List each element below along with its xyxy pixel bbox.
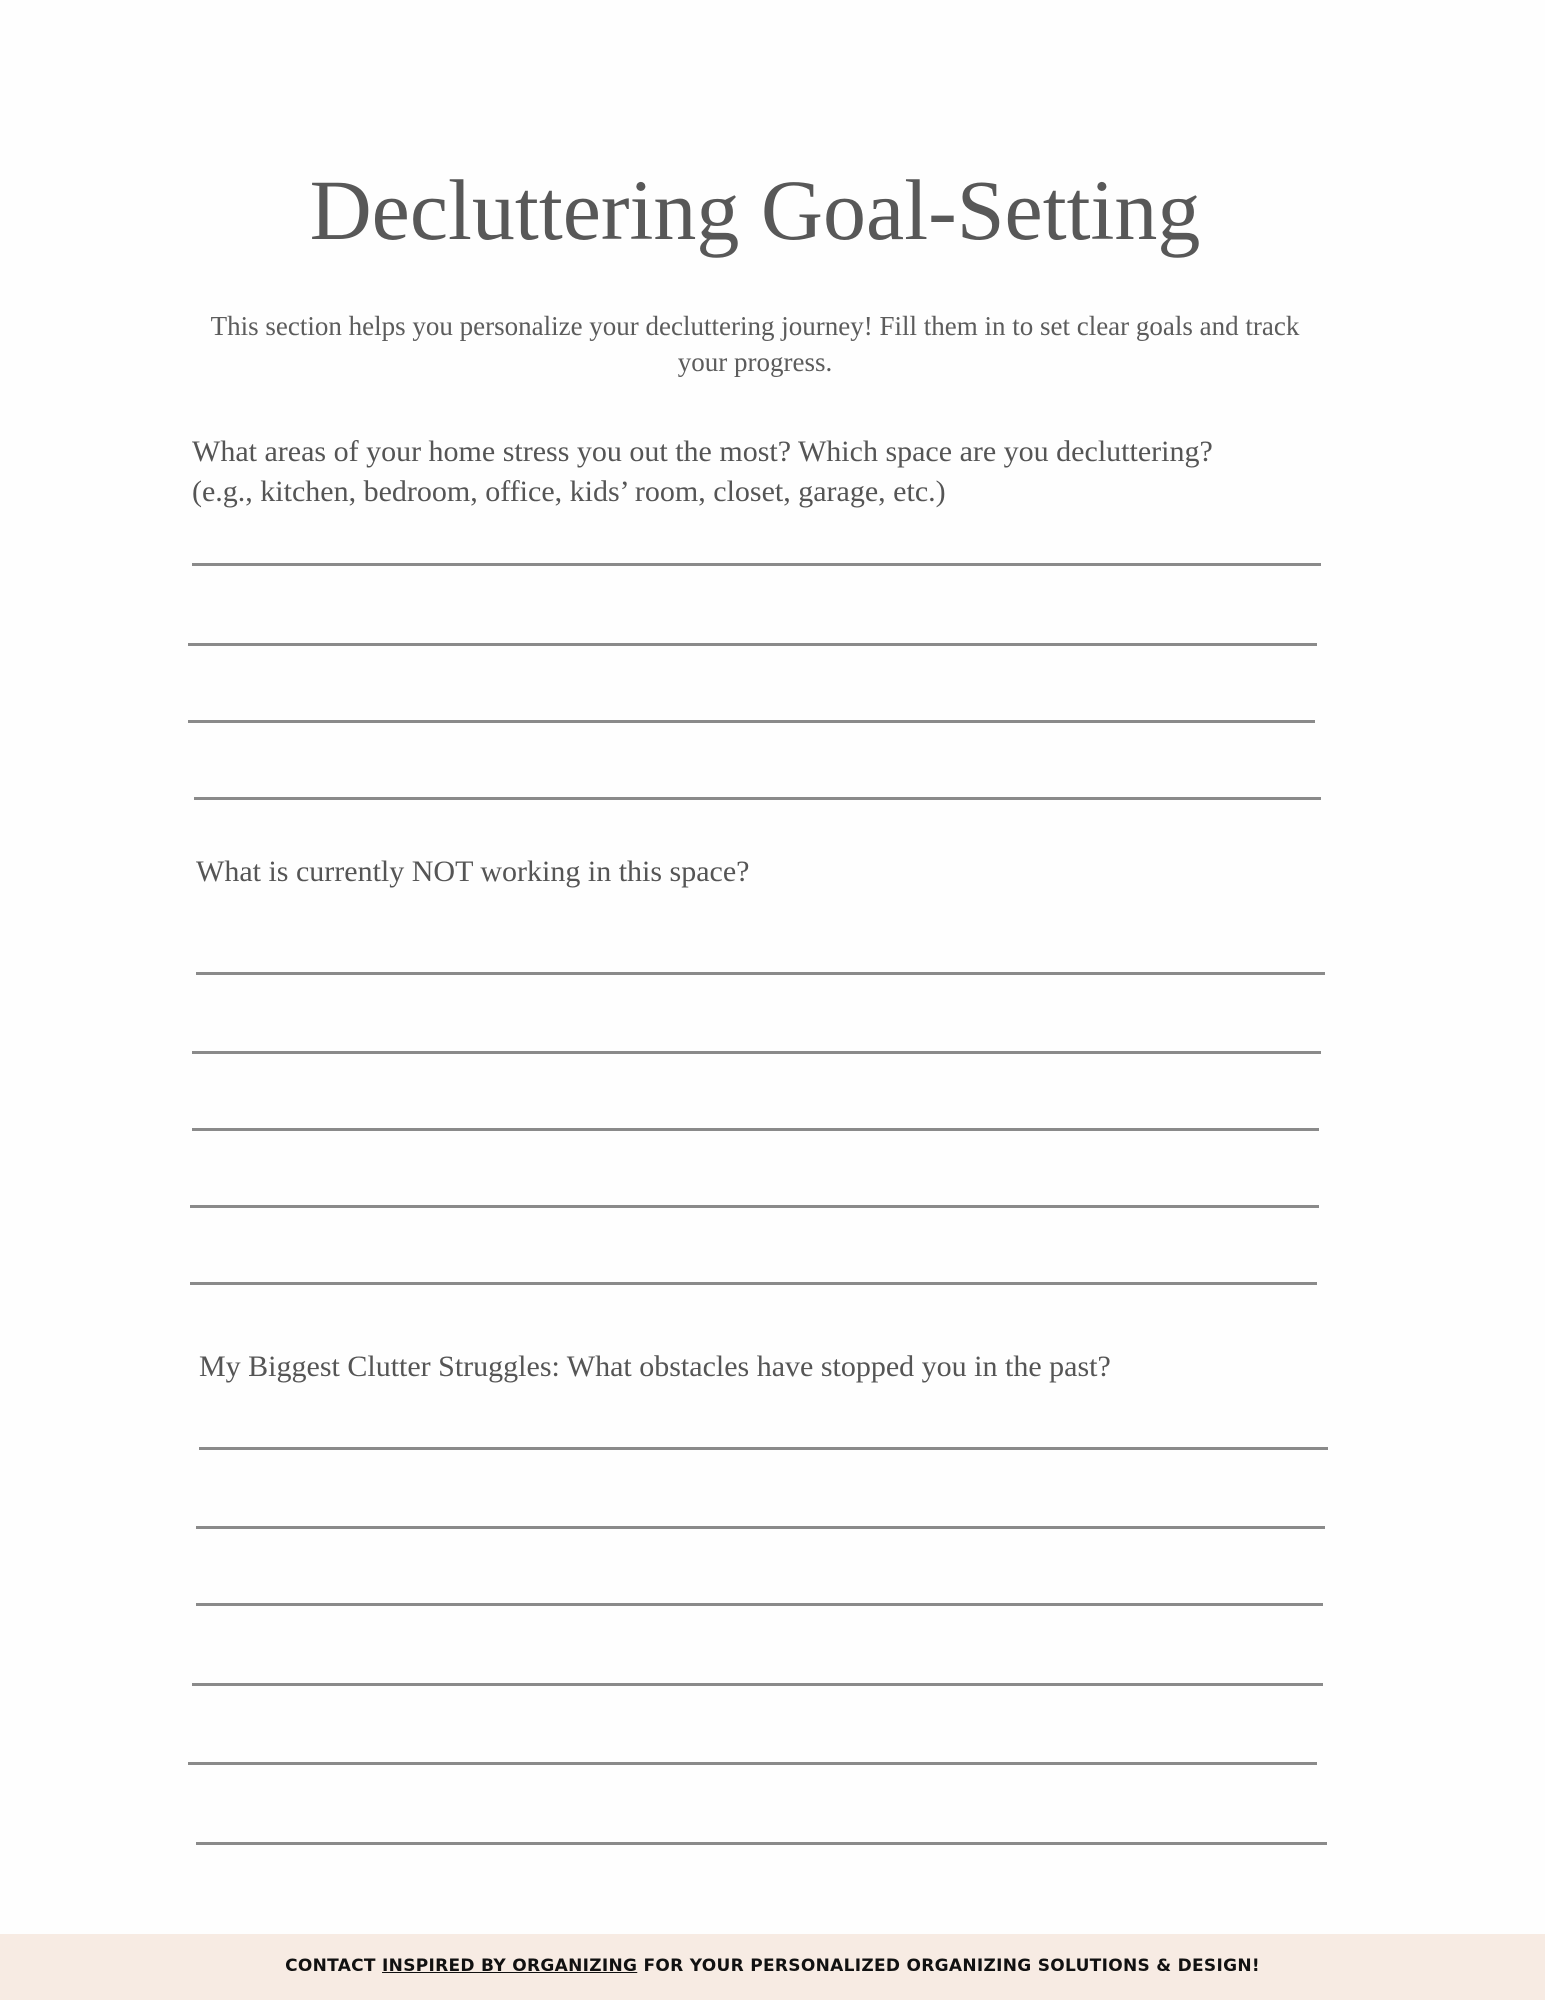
intro-text: This section helps you personalize your decluttering journey! Fill them in to set clear goals and track your progress. — [210, 311, 1300, 377]
answer-line[interactable] — [196, 1603, 1323, 1606]
footer-suffix: FOR YOUR PERSONALIZED ORGANIZING SOLUTIONS & DESIGN! — [637, 1956, 1260, 1976]
answer-line[interactable] — [190, 1205, 1319, 1208]
footer-contact-link[interactable]: INSPIRED BY ORGANIZING — [382, 1956, 638, 1976]
answer-line[interactable] — [188, 643, 1317, 646]
footer-prefix: CONTACT — [285, 1956, 383, 1976]
question-clutter-struggles: My Biggest Clutter Struggles: What obstacles have stopped you in the past? — [199, 1350, 1111, 1383]
answer-line[interactable] — [192, 1128, 1319, 1131]
question-not-working: What is currently NOT working in this space? — [196, 855, 750, 888]
answer-line[interactable] — [194, 797, 1321, 800]
answer-line[interactable] — [192, 563, 1321, 566]
answer-line[interactable] — [188, 720, 1315, 723]
answer-line[interactable] — [190, 1282, 1317, 1285]
answer-line[interactable] — [196, 1526, 1325, 1529]
answer-line[interactable] — [188, 1762, 1317, 1765]
footer-banner — [0, 1934, 1545, 2000]
answer-line[interactable] — [192, 1683, 1323, 1686]
answer-line[interactable] — [199, 1447, 1328, 1450]
answer-line[interactable] — [196, 972, 1325, 975]
question-stress-areas: What areas of your home stress you out the most? Which space are you decluttering? (e.g., kitchen, bedroom, office, kids’ room, closet, garage, etc.) — [192, 435, 1213, 508]
answer-line[interactable] — [196, 1842, 1327, 1845]
answer-line[interactable] — [192, 1051, 1321, 1054]
page-title: Decluttering Goal-Setting — [309, 162, 1201, 258]
